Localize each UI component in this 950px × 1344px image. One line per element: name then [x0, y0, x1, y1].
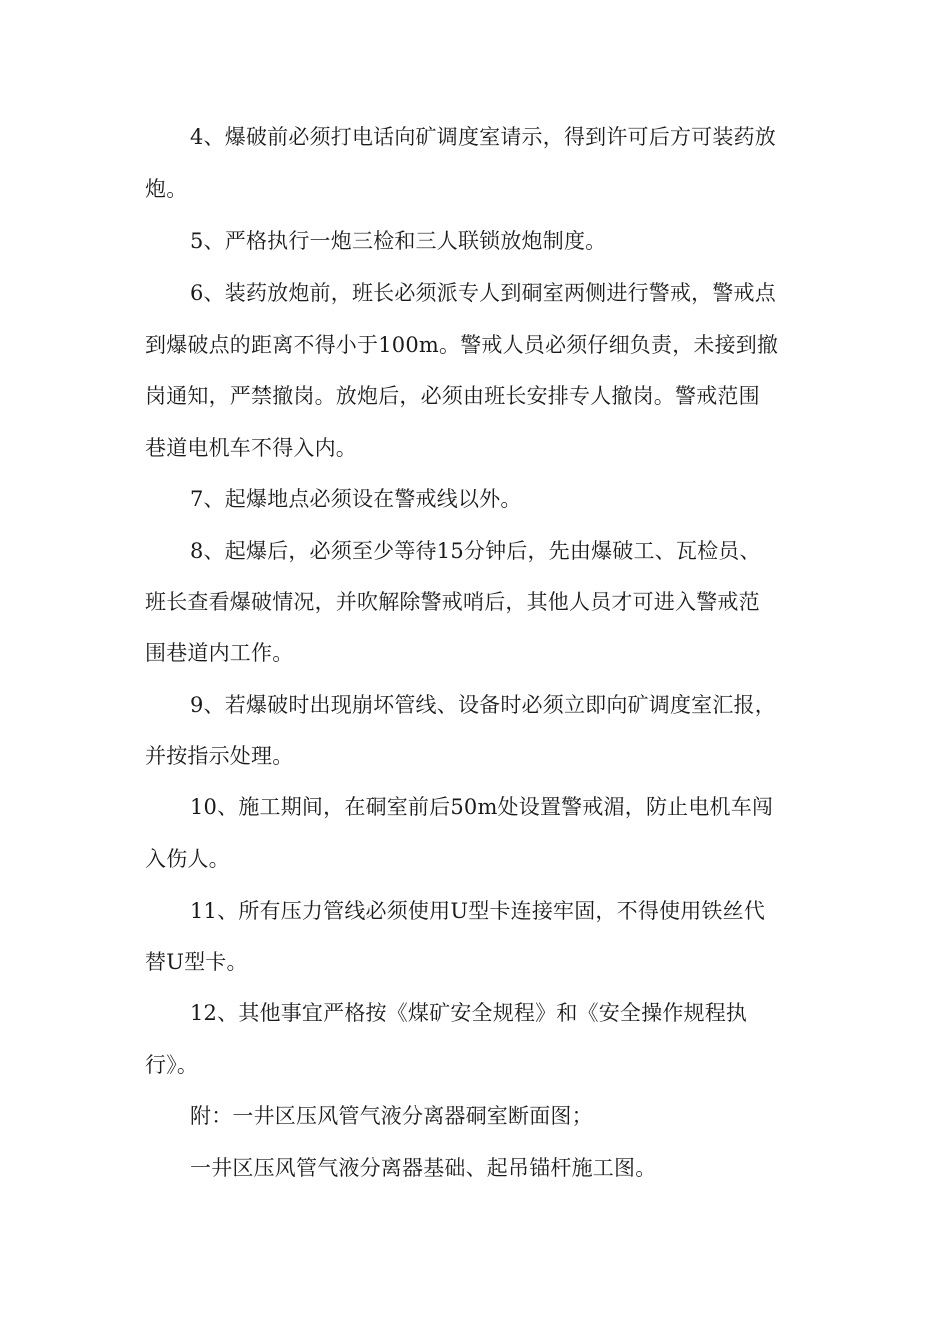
paragraph-7-line-1: 7、起爆地点必须设在警戒线以外。: [190, 487, 522, 511]
paragraph-6-line-2: 到爆破点的距离不得小于100m。警戒人员必须仔细负责，未接到撤: [145, 333, 779, 357]
paragraph-4-line-2: 炮。: [145, 177, 188, 201]
paragraph-11-line-2: 替U型卡。: [145, 950, 248, 974]
attachment-line-2: 一井区压风管气液分离器基础、起吊锚杆施工图。: [190, 1156, 657, 1180]
paragraph-9-line-2: 并按指示处理。: [145, 744, 294, 768]
paragraph-8-line-3: 围巷道内工作。: [145, 641, 294, 665]
paragraph-8-line-1: 8、起爆后，必须至少等待15分钟后，先由爆破工、瓦检员、: [190, 539, 761, 563]
paragraph-6-line-1: 6、装药放炮前，班长必须派专人到硐室两侧进行警戒，警戒点: [190, 281, 776, 305]
paragraph-6-line-4: 巷道电机车不得入内。: [145, 436, 357, 460]
paragraph-10-line-1: 10、施工期间，在硐室前后50m处设置警戒湄，防止电机车闯: [190, 795, 774, 819]
paragraph-5-line-1: 5、严格执行一炮三检和三人联锁放炮制度。: [190, 229, 607, 253]
paragraph-6-line-3: 岗通知，严禁撤岗。放炮后，必须由班长安排专人撤岗。警戒范围: [145, 384, 760, 408]
paragraph-9-line-1: 9、若爆破时出现崩坏管线、设备时必须立即向矿调度室汇报，: [190, 693, 776, 717]
paragraph-12-line-2: 行》。: [145, 1053, 199, 1077]
paragraph-12-line-1: 12、其他事宜严格按《煤矿安全规程》和《安全操作规程执: [190, 1001, 748, 1025]
paragraph-10-line-2: 入伤人。: [145, 847, 230, 871]
paragraph-11-line-1: 11、所有压力管线必须使用U型卡连接牢固，不得使用铁丝代: [190, 899, 766, 923]
paragraph-8-line-2: 班长查看爆破情况，并吹解除警戒哨后，其他人员才可进入警戒范: [145, 590, 760, 614]
paragraph-4-line-1: 4、爆破前必须打电话向矿调度室请示，得到许可后方可装药放: [190, 125, 776, 149]
attachment-line-1: 附：一井区压风管气液分离器硐室断面图；: [190, 1104, 593, 1128]
